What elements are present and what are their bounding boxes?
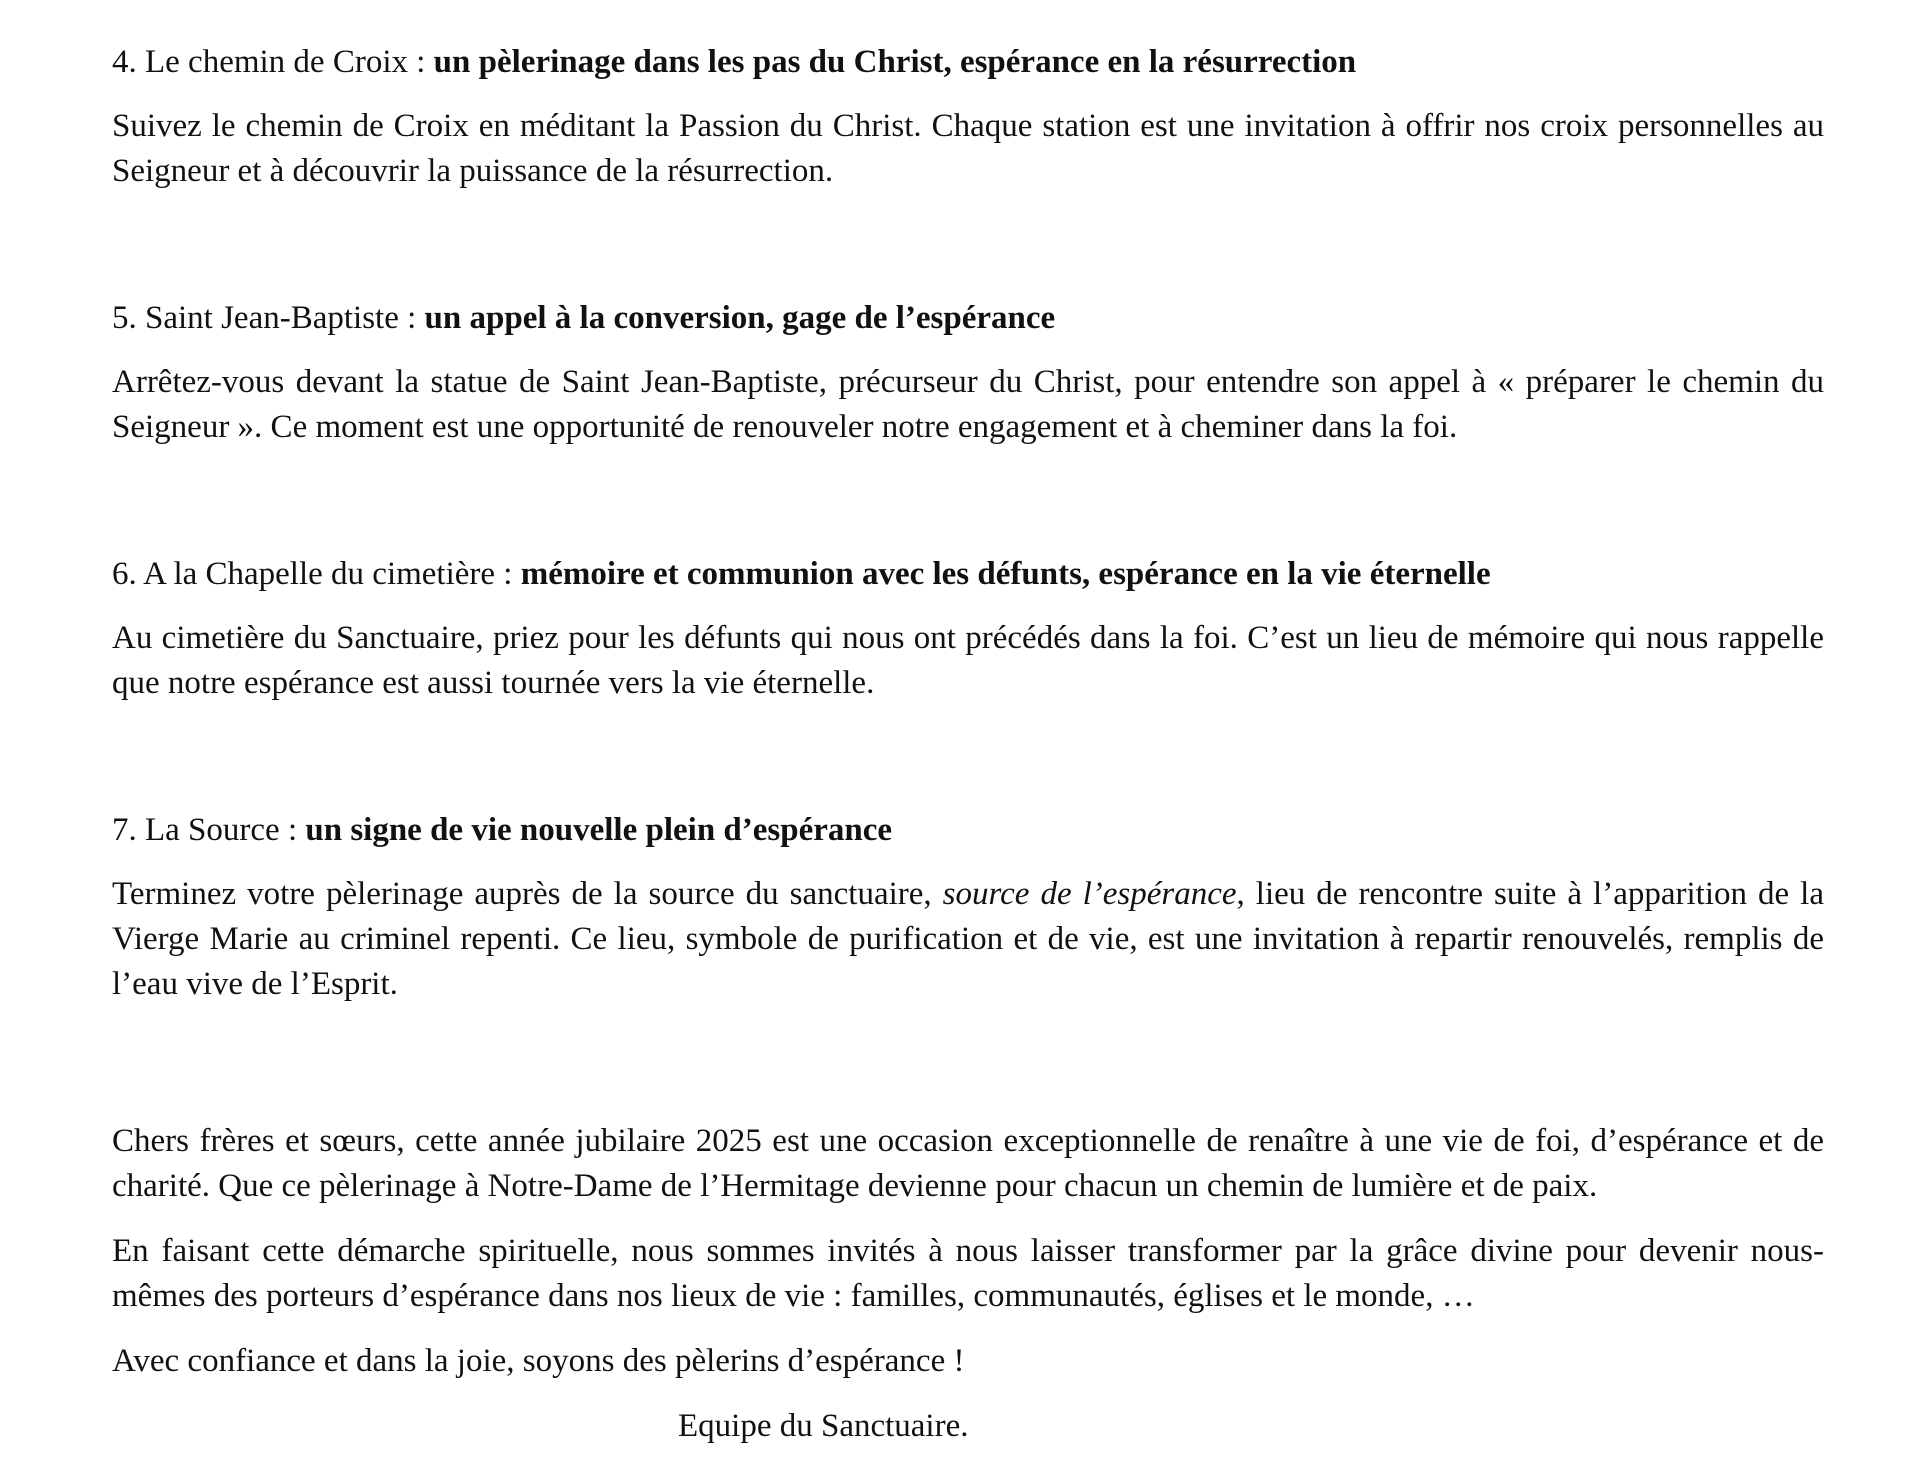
closing-paragraph-2: En faisant cette démarche spirituelle, nous sommes invités à nous laisser transformer par la grâce divine pour devenir nous-mêmes des porteurs d’espérance dans nos lieux de vie : familles, communautés, églises et le monde, …	[112, 1233, 1824, 1314]
section-title: un signe de vie nouvelle plein d’espérance	[305, 812, 893, 848]
document-page	[112, 40, 1824, 1449]
section-body: Au cimetière du Sanctuaire, priez pour les défunts qui nous ont précédés dans la foi. C’est un lieu de mémoire qui nous rappelle que notre espérance est aussi tournée vers la vie éternelle.	[112, 620, 1824, 701]
closing-section	[112, 1119, 1824, 1449]
section-body	[112, 872, 1824, 1007]
section-label: 7. La Source :	[112, 812, 306, 848]
section-chapelle-cimetiere	[112, 552, 1824, 706]
closing-paragraph-1: Chers frères et sœurs, cette année jubilaire 2025 est une occasion exceptionnelle de renaître à une vie de foi, d’espérance et de charité. Que ce pèlerinage à Notre-Dame de l’Hermitage devienne pour chacun un chemin de lumière et de paix.	[112, 1123, 1824, 1204]
section-heading	[112, 296, 1824, 340]
section-title: un pèlerinage dans les pas du Christ, espérance en la résurrection	[433, 44, 1357, 80]
section-title: un appel à la conversion, gage de l’espérance	[424, 300, 1056, 336]
section-label: 6. A la Chapelle du cimetière :	[112, 556, 521, 592]
body-text: Terminez votre pèlerinage auprès de la source du sanctuaire,	[112, 876, 943, 912]
closing-paragraph-3: Avec confiance et dans la joie, soyons des pèlerins d’espérance !	[112, 1343, 965, 1379]
section-body: Suivez le chemin de Croix en méditant la Passion du Christ. Chaque station est une invitation à offrir nos croix personnelles au Seigneur et à découvrir la puissance de la résurrection.	[112, 108, 1824, 189]
section-saint-jean-baptiste	[112, 296, 1824, 450]
body-text: , lieu de rencontre suite à l’apparition de la Vierge Marie au criminel repenti. Ce lieu, symbole de purification et de vie, est une invitation à repartir renouvelés, remplis de l’eau vive de l’Esprit.	[112, 876, 1824, 1002]
section-label: 5. Saint Jean-Baptiste :	[112, 300, 425, 336]
section-label: 4. Le chemin de Croix :	[112, 44, 434, 80]
section-la-source	[112, 808, 1824, 1007]
section-heading	[112, 40, 1824, 84]
body-italic-text: source de l’espérance	[942, 876, 1237, 912]
section-heading	[112, 552, 1824, 596]
section-body: Arrêtez-vous devant la statue de Saint Jean-Baptiste, précurseur du Christ, pour entendre son appel à « préparer le chemin du Seigneur ». Ce moment est une opportunité de renouveler notre engagement et à cheminer dans la foi.	[112, 364, 1824, 445]
section-chemin-de-croix	[112, 40, 1824, 194]
signature: Equipe du Sanctuaire.	[678, 1408, 969, 1444]
section-heading	[112, 808, 1824, 852]
section-title: mémoire et communion avec les défunts, espérance en la vie éternelle	[520, 556, 1491, 592]
